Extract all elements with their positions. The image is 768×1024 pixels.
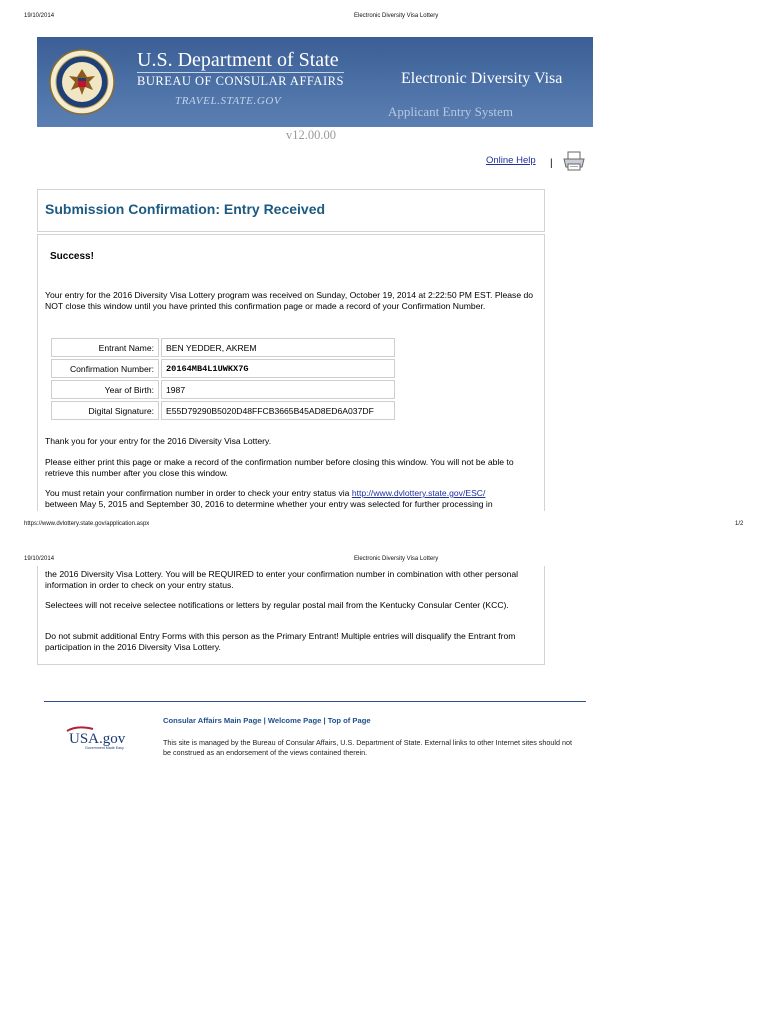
entrant-name-value: BEN YEDDER, AKREM xyxy=(161,338,395,357)
table-row xyxy=(51,359,395,378)
welcome-page-link[interactable]: Welcome Page xyxy=(267,716,322,725)
print-date: 19/10/2014 xyxy=(24,13,55,19)
usa-gov-logo-tagline: Government Made Easy xyxy=(85,746,124,750)
table-row xyxy=(51,338,395,357)
retain-text-lead: You must retain your confirmation number in order to check your entry status via xyxy=(45,488,352,498)
retain-text xyxy=(45,488,535,510)
toolbar-separator: | xyxy=(550,158,553,169)
online-help-link[interactable]: Online Help xyxy=(486,155,536,166)
footer-separator: | xyxy=(263,716,266,725)
usa-gov-logo[interactable] xyxy=(63,725,145,751)
digital-signature-value: E55D79290B5020D48FFCB3665B45AD8ED6A037DF xyxy=(161,401,395,420)
thanks-text: Thank you for your entry for the 2016 Diversity Visa Lottery. xyxy=(45,436,272,446)
footer-disclaimer: This site is managed by the Bureau of Consular Affairs, U.S. Department of State. External links to other Internet sites should not be construed as an endorsement of the views contained therein. xyxy=(163,738,572,757)
print-date-page2: 19/10/2014 xyxy=(24,556,55,562)
footer-divider xyxy=(44,701,586,702)
retain-text-continued: the 2016 Diversity Visa Lottery. You will be REQUIRED to enter your confirmation number in combination with other personal information in order to check on your entry status. xyxy=(45,569,519,590)
print-page-number: 1/2 xyxy=(735,521,744,527)
print-url: https://www.dvlottery.state.gov/application.aspx xyxy=(24,521,150,527)
consular-affairs-main-page-link[interactable]: Consular Affairs Main Page xyxy=(163,716,262,725)
print-title: Electronic Diversity Visa Lottery xyxy=(354,13,439,19)
entry-details-table xyxy=(49,336,397,422)
table-row xyxy=(51,380,395,399)
intro-text: Your entry for the 2016 Diversity Visa Lottery program was received on Sunday, October 19, 2014 at 2:22:50 PM EST. Please do NOT close this window until you have printed this confirmation page or made a record of your Confirmation Number. xyxy=(45,290,534,311)
travel-state-gov: TRAVEL.STATE.GOV xyxy=(175,95,282,107)
site-banner xyxy=(37,37,593,127)
selectees-text: Selectees will not receive selectee notifications or letters by regular postal mail from the Kentucky Consular Center (KCC). xyxy=(45,600,509,610)
department-of-state-seal-icon xyxy=(49,49,115,115)
entrant-name-label: Entrant Name: xyxy=(51,338,159,357)
usa-gov-logo-text: USA.gov xyxy=(69,731,126,747)
version-label: v12.00.00 xyxy=(286,128,336,142)
confirmation-number-value: 20164MB4L1UWKX7G xyxy=(161,359,395,378)
confirmation-number-label: Confirmation Number: xyxy=(51,359,159,378)
program-title: Electronic Diversity Visa xyxy=(401,70,563,87)
footer-separator: | xyxy=(323,716,326,725)
print-notice-text: Please either print this page or make a record of the confirmation number before closing this window. You will not be able to retrieve this number after you close this window. xyxy=(45,457,514,478)
page-title: Submission Confirmation: Entry Received xyxy=(45,201,326,217)
year-of-birth-value: 1987 xyxy=(161,380,395,399)
warning-text: Do not submit additional Entry Forms with this person as the Primary Entrant! Multiple entries will disqualify the Entrant from participation in the 2016 Diversity Visa Lottery. xyxy=(45,631,516,652)
footer-links xyxy=(163,716,371,725)
system-title: Applicant Entry System xyxy=(388,104,513,119)
top-of-page-link[interactable]: Top of Page xyxy=(327,716,371,725)
printer-icon[interactable] xyxy=(562,150,586,172)
success-heading: Success! xyxy=(50,251,94,262)
retain-text-line2: between May 5, 2015 and September 30, 2016 to determine whether your entry was selected for further processing in xyxy=(45,499,493,509)
table-row xyxy=(51,401,395,420)
bureau-title: BUREAU OF CONSULAR AFFAIRS xyxy=(137,74,344,88)
department-title: U.S. Department of State xyxy=(137,49,339,71)
entrant-status-check-link[interactable]: http://www.dvlottery.state.gov/ESC/ xyxy=(351,488,486,498)
print-title-page2: Electronic Diversity Visa Lottery xyxy=(354,556,439,562)
digital-signature-label: Digital Signature: xyxy=(51,401,159,420)
year-of-birth-label: Year of Birth: xyxy=(51,380,159,399)
